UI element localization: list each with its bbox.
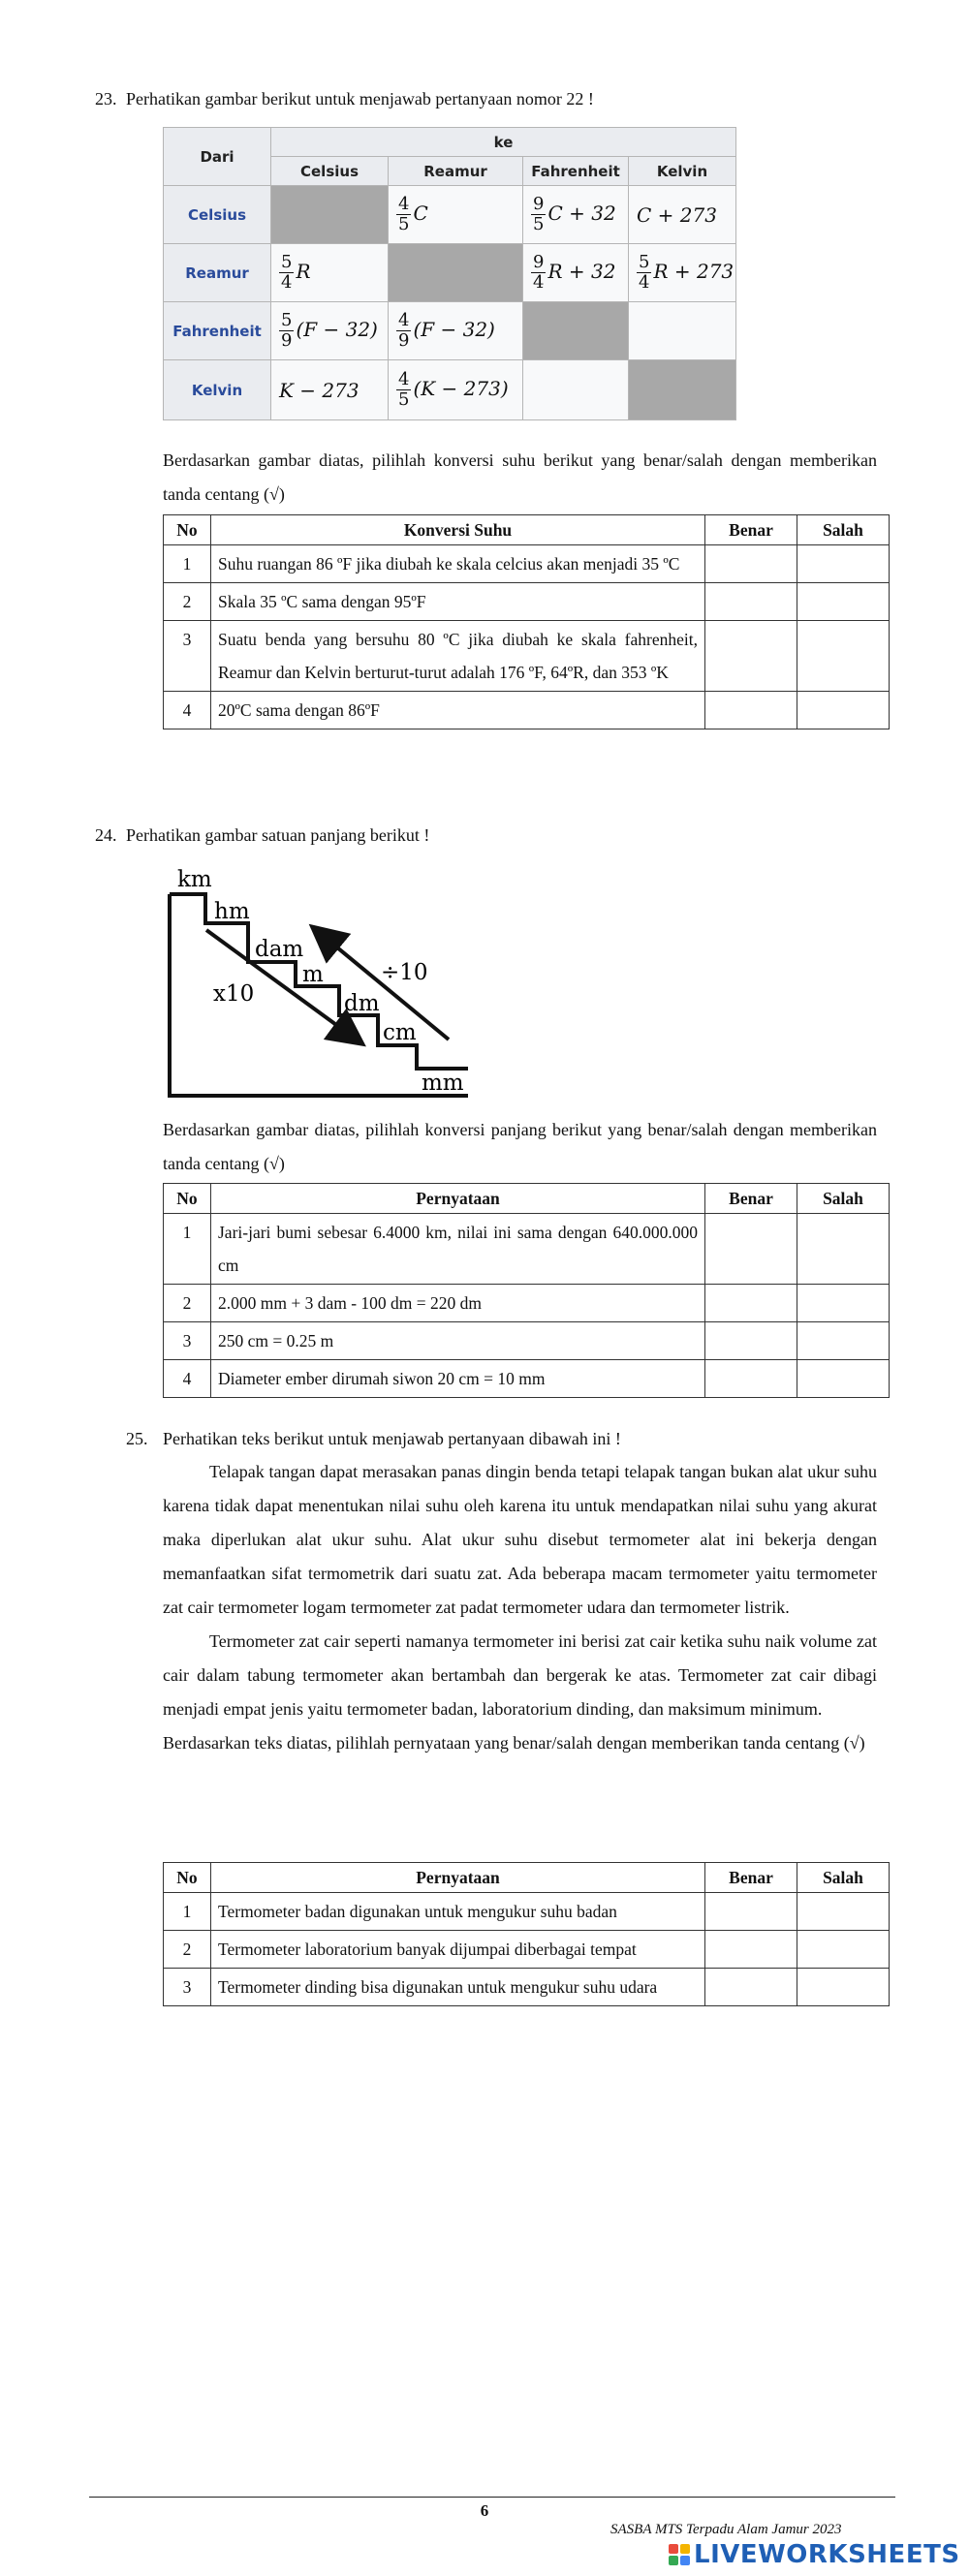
table-row: [164, 545, 890, 583]
formula-reamur-to-kelvin: $\frac{5}{4}$ R + 273: [629, 244, 736, 302]
row-text: Diameter ember dirumah siwon 20 cm = 10 mm: [211, 1360, 705, 1398]
row-number: 4: [164, 692, 211, 729]
header-item: Pernyataan: [211, 1184, 705, 1214]
row-number: 1: [164, 1893, 211, 1931]
row-text: Suatu benda yang bersuhu 80 ºC jika diubah ke skala fahrenheit, Reamur dan Kelvin berturut-turut adalah 176 ºF, 64ºR, dan 353 ºK: [211, 621, 705, 692]
question-number: 24.: [95, 825, 117, 845]
q23-answer-table: [163, 514, 890, 729]
question-25: [126, 1429, 877, 1449]
header-item: Pernyataan: [211, 1863, 705, 1893]
paragraph-1: Telapak tangan dapat merasakan panas dingin benda tetapi telapak tangan bukan alat ukur suhu karena tidak dapat menentukan nilai suhu oleh karena itu untuk mendapatkan nilai suhu yang akurat maka diperlukan alat ukur suhu. Alat ukur suhu disebut termometer alat ini bekerja dengan memanfaatkan sifat termometrik dari suatu zat. Ada beberapa macam termometer yaitu termometer zat cair termometer logam termometer zat padat termometer udara dan termometer listrik.: [163, 1462, 877, 1617]
page-number: 6: [480, 2501, 489, 2520]
table-row: [164, 1285, 890, 1322]
header-salah: Salah: [797, 1184, 890, 1214]
row-text: 250 cm = 0.25 m: [211, 1322, 705, 1360]
divide-label: ÷10: [381, 960, 428, 985]
formula-reamur-to-fahrenheit: $\frac{9}{4}$ R + 32: [523, 244, 629, 302]
benar-cell[interactable]: [705, 621, 797, 692]
unit-dam: dam: [255, 937, 304, 962]
empty-cell: [523, 360, 629, 420]
header-salah: Salah: [797, 1863, 890, 1893]
row-text: Termometer dinding bisa digunakan untuk mengukur suhu udara: [211, 1969, 705, 2006]
formula-celsius-to-reamur: $\frac{4}{5}$ C: [389, 186, 523, 244]
row-number: 3: [164, 621, 211, 692]
q25-reading-text: [163, 1455, 877, 1760]
formula-fahrenheit-to-celsius: $\frac{5}{9}$ (F − 32): [271, 302, 389, 360]
row-header-celsius: Celsius: [164, 186, 271, 244]
formula-fahrenheit-to-reamur: $\frac{4}{9}$ (F − 32): [389, 302, 523, 360]
unit-m: m: [302, 962, 324, 987]
temperature-conversion-table: [163, 127, 736, 420]
benar-cell[interactable]: [705, 1969, 797, 2006]
row-number: 1: [164, 1214, 211, 1285]
footer-divider: [89, 2497, 895, 2498]
question-number: 25.: [126, 1429, 148, 1448]
header-salah: Salah: [797, 515, 890, 545]
school-footer-text: SASBA MTS Terpadu Alam Jamur 2023: [610, 2522, 842, 2537]
row-text: 2.000 mm + 3 dam - 100 dm = 220 dm: [211, 1285, 705, 1322]
header-benar: Benar: [705, 515, 797, 545]
multiply-label: x10: [213, 981, 255, 1007]
salah-cell[interactable]: [797, 1931, 890, 1969]
benar-cell[interactable]: [705, 1893, 797, 1931]
benar-cell[interactable]: [705, 1931, 797, 1969]
unit-cm: cm: [383, 1020, 417, 1045]
unit-hm: hm: [214, 899, 250, 924]
instruction-text: Berdasarkan gambar diatas, pilihlah konversi panjang berikut yang benar/salah dengan memberikan tanda centang (√): [163, 1120, 877, 1173]
unit-km: km: [177, 867, 212, 892]
table-row: [164, 583, 890, 621]
table-row: [164, 1893, 890, 1931]
row-text: Jari-jari bumi sebesar 6.4000 km, nilai ini sama dengan 640.000.000 cm: [211, 1214, 705, 1285]
salah-cell[interactable]: [797, 1285, 890, 1322]
salah-cell[interactable]: [797, 583, 890, 621]
question-number: 23.: [95, 89, 117, 109]
question-prompt: Perhatikan teks berikut untuk menjawab pertanyaan dibawah ini !: [163, 1429, 621, 1448]
col-header-celsius: Celsius: [271, 157, 389, 186]
salah-cell[interactable]: [797, 692, 890, 729]
header-ke: ke: [271, 128, 736, 157]
row-number: 2: [164, 583, 211, 621]
empty-cell: [629, 302, 736, 360]
salah-cell[interactable]: [797, 1322, 890, 1360]
row-number: 2: [164, 1285, 211, 1322]
benar-cell[interactable]: [705, 692, 797, 729]
question-prompt: Perhatikan gambar satuan panjang berikut !: [126, 825, 430, 845]
formula-kelvin-to-celsius: K − 273: [271, 360, 389, 420]
logo-square: [680, 2544, 690, 2554]
logo-square: [669, 2544, 678, 2554]
empty-cell: [629, 360, 736, 420]
header-benar: Benar: [705, 1184, 797, 1214]
table-row: [164, 1360, 890, 1398]
formula-celsius-to-kelvin: C + 273: [629, 186, 736, 244]
salah-cell[interactable]: [797, 545, 890, 583]
table-row: [164, 1322, 890, 1360]
row-header-reamur: Reamur: [164, 244, 271, 302]
formula-celsius-to-fahrenheit: $\frac{9}{5}$ C + 32: [523, 186, 629, 244]
unit-mm: mm: [422, 1071, 464, 1096]
empty-cell: [271, 186, 389, 244]
col-header-reamur: Reamur: [389, 157, 523, 186]
paragraph-2: Termometer zat cair seperti namanya termometer ini berisi zat cair ketika suhu naik volume zat cair dalam tabung termometer akan bertambah dan bergerak ke atas. Termometer zat cair dibagi menjadi empat jenis yaitu termometer badan, laboratorium dinding, dan maksimum minimum.: [163, 1631, 877, 1719]
salah-cell[interactable]: [797, 1969, 890, 2006]
row-text: Termometer laboratorium banyak dijumpai diberbagai tempat: [211, 1931, 705, 1969]
instruction-text: Berdasarkan teks diatas, pilihlah pernyataan yang benar/salah dengan memberikan tanda centang (√): [163, 1733, 865, 1753]
table-row: [164, 692, 890, 729]
table-row: [164, 621, 890, 692]
col-header-fahrenheit: Fahrenheit: [523, 157, 629, 186]
logo-square: [669, 2556, 678, 2565]
length-units-staircase-diagram: [160, 865, 489, 1102]
q24-instruction-block: [163, 1113, 877, 1181]
instruction-text: Berdasarkan gambar diatas, pilihlah konversi suhu berikut yang benar/salah dengan memberikan tanda centang (√): [163, 450, 877, 504]
row-number: 3: [164, 1969, 211, 2006]
question-24: [95, 825, 877, 846]
empty-cell: [523, 302, 629, 360]
benar-cell[interactable]: [705, 1285, 797, 1322]
col-header-kelvin: Kelvin: [629, 157, 736, 186]
q24-answer-table: [163, 1183, 890, 1398]
q23-instruction-block: [163, 444, 877, 512]
row-text: Termometer badan digunakan untuk mengukur suhu badan: [211, 1893, 705, 1931]
header-dari: Dari: [164, 128, 271, 186]
header-no: No: [164, 515, 211, 545]
liveworksheets-brand[interactable]: [669, 2540, 960, 2569]
row-number: 4: [164, 1360, 211, 1398]
formula-reamur-to-celsius: $\frac{5}{4}$ R: [271, 244, 389, 302]
formula-kelvin-to-reamur: $\frac{4}{5}$ (K − 273): [389, 360, 523, 420]
question-23: [95, 89, 877, 109]
salah-cell[interactable]: [797, 1360, 890, 1398]
question-prompt: Perhatikan gambar berikut untuk menjawab pertanyaan nomor 22 !: [126, 89, 594, 109]
logo-square: [680, 2556, 690, 2565]
table-row: [164, 1969, 890, 2006]
table-row: [164, 1931, 890, 1969]
row-text: Suhu ruangan 86 ºF jika diubah ke skala celcius akan menjadi 35 ºC: [211, 545, 705, 583]
header-no: No: [164, 1863, 211, 1893]
benar-cell[interactable]: [705, 1322, 797, 1360]
liveworksheets-wordmark: LIVEWORKSHEETS: [694, 2540, 960, 2569]
unit-dm: dm: [344, 991, 380, 1016]
table-row: [164, 1214, 890, 1285]
salah-cell[interactable]: [797, 1214, 890, 1285]
header-benar: Benar: [705, 1863, 797, 1893]
q25-answer-table: [163, 1862, 890, 2006]
benar-cell[interactable]: [705, 583, 797, 621]
header-no: No: [164, 1184, 211, 1214]
benar-cell[interactable]: [705, 1360, 797, 1398]
benar-cell[interactable]: [705, 545, 797, 583]
salah-cell[interactable]: [797, 1893, 890, 1931]
liveworksheets-logo-icon: [669, 2544, 690, 2565]
header-item: Konversi Suhu: [211, 515, 705, 545]
row-header-fahrenheit: Fahrenheit: [164, 302, 271, 360]
row-header-kelvin: Kelvin: [164, 360, 271, 420]
row-text: 20ºC sama dengan 86ºF: [211, 692, 705, 729]
row-number: 3: [164, 1322, 211, 1360]
salah-cell[interactable]: [797, 621, 890, 692]
row-text: Skala 35 ºC sama dengan 95ºF: [211, 583, 705, 621]
row-number: 2: [164, 1931, 211, 1969]
empty-cell: [389, 244, 523, 302]
benar-cell[interactable]: [705, 1214, 797, 1285]
row-number: 1: [164, 545, 211, 583]
